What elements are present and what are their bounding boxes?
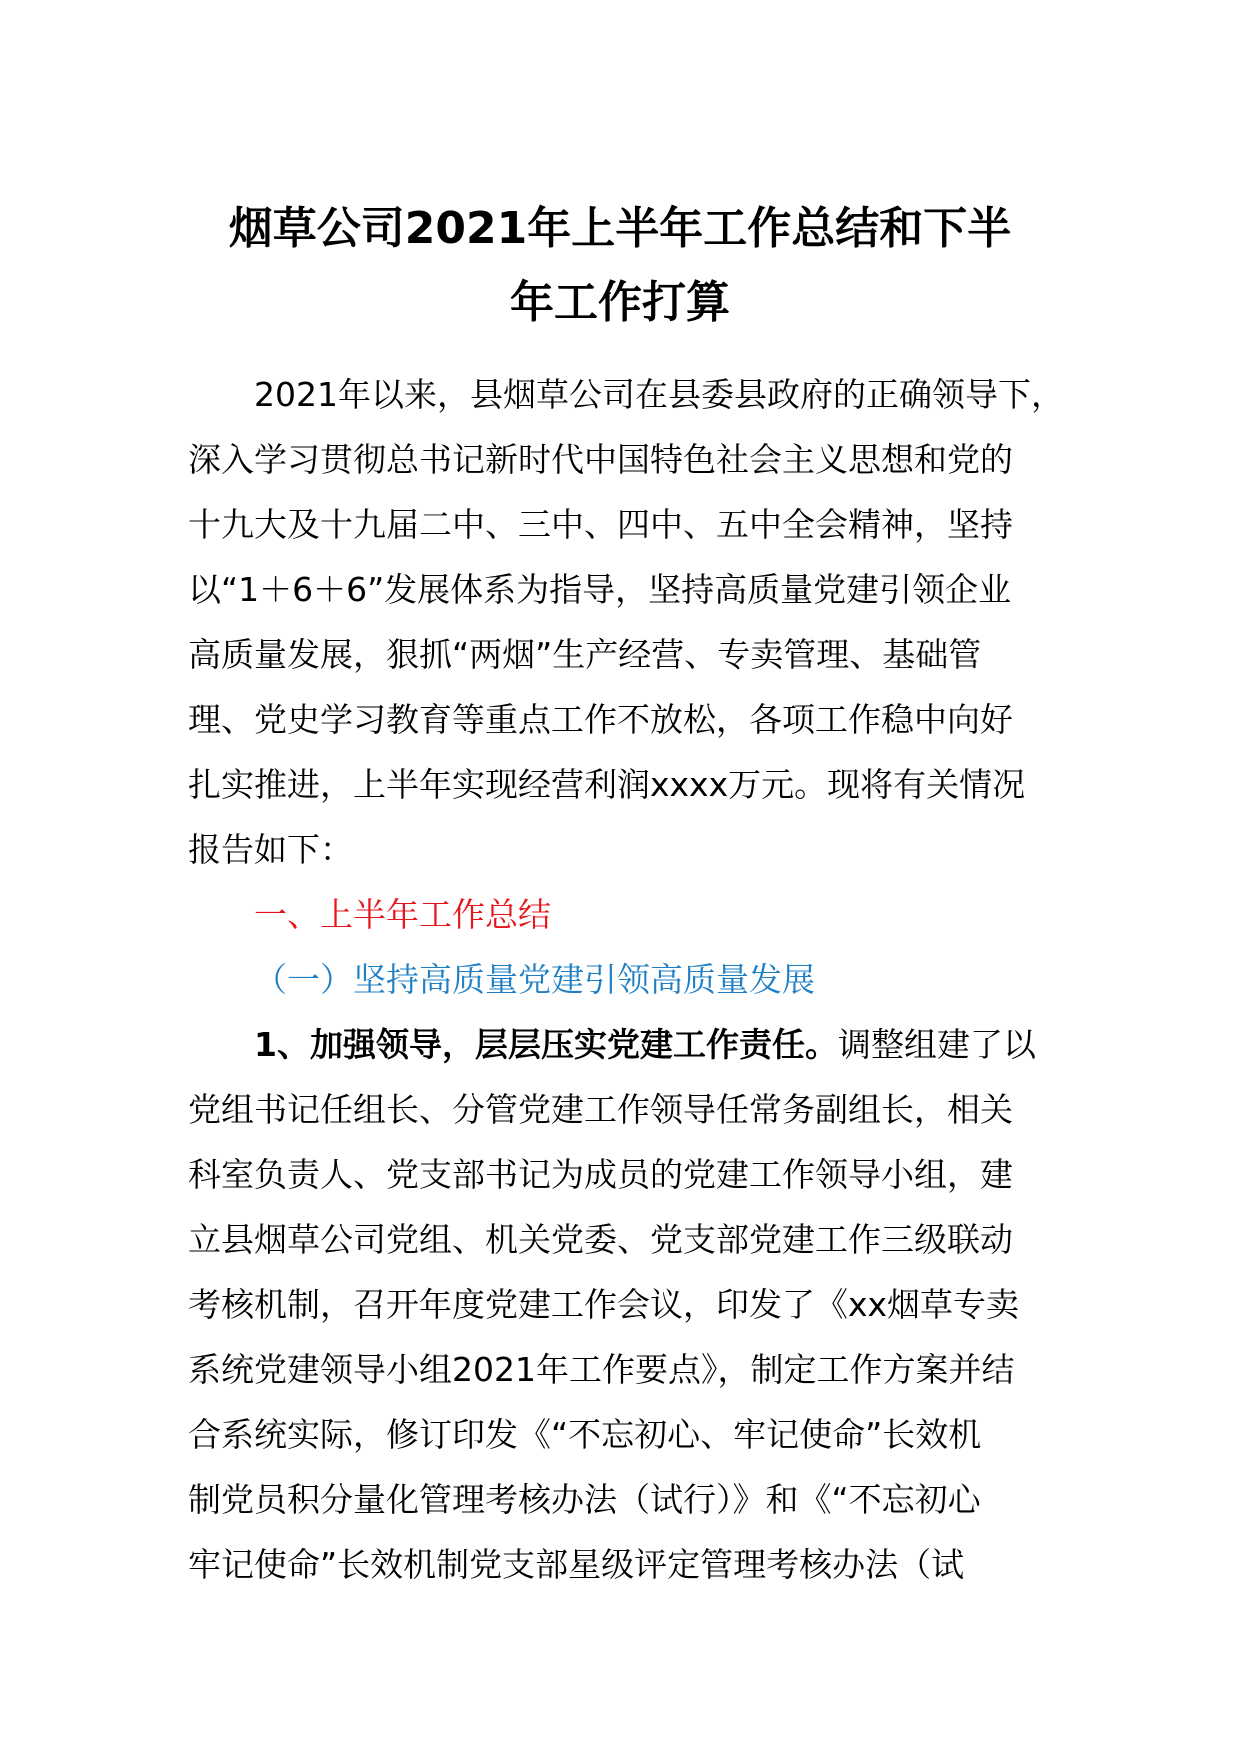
subsection-heading: （一）坚持高质量党建引领高质量发展 [254,960,815,999]
point-1-line: 考核机制，召开年度党建工作会议，印发了《xx烟草专卖 [188,1285,1020,1324]
document-body [188,362,1068,1597]
intro-line: 报告如下： [188,830,353,869]
point-1-heading: 1、加强领导，层层压实党建工作责任。 [254,1025,838,1064]
title-line-1: 烟草公司2021年上半年工作总结和下半 [228,203,1012,254]
intro-line: 以“1＋6＋6”发展体系为指导，坚持高质量党建引领企业 [188,570,1012,609]
point-1-line: 立县烟草公司党组、机关党委、党支部党建工作三级联动 [188,1220,1013,1259]
intro-line: 扎实推进，上半年实现经营利润xxxx万元。现将有关情况 [188,765,1026,804]
intro-line: 理、党史学习教育等重点工作不放松，各项工作稳中向好 [188,700,1013,739]
section-heading: 一、上半年工作总结 [254,895,551,934]
intro-line: 深入学习贯彻总书记新时代中国特色社会主义思想和党的 [188,440,1013,479]
point-1-line: 科室负责人、党支部书记为成员的党建工作领导小组，建 [188,1155,1013,1194]
document-title [150,192,1090,340]
title-line-2: 年工作打算 [510,277,730,328]
point-1-line: 系统党建领导小组2021年工作要点》，制定工作方案并结 [188,1350,1015,1389]
point-1-first-line [188,1012,1068,1077]
point-1-line: 牢记使命”长效机制党支部星级评定管理考核办法（试 [188,1545,965,1584]
intro-line: 十九大及十九届二中、三中、四中、五中全会精神，坚持 [188,505,1013,544]
point-1-line: 党组书记任组长、分管党建工作领导任常务副组长，相关 [188,1090,1013,1129]
point-1-line: 合系统实际，修订印发《“不忘初心、牢记使命”长效机 [188,1415,982,1454]
point-1-text: 调整组建了以 [837,1025,1036,1064]
intro-line: 高质量发展，狠抓“两烟”生产经营、专卖管理、基础管 [188,635,982,674]
point-1-line: 制党员积分量化管理考核办法（试行）》和《“不忘初心 [188,1480,981,1519]
intro-line: 2021年以来，县烟草公司在县委县政府的正确领导下， [254,375,1064,414]
